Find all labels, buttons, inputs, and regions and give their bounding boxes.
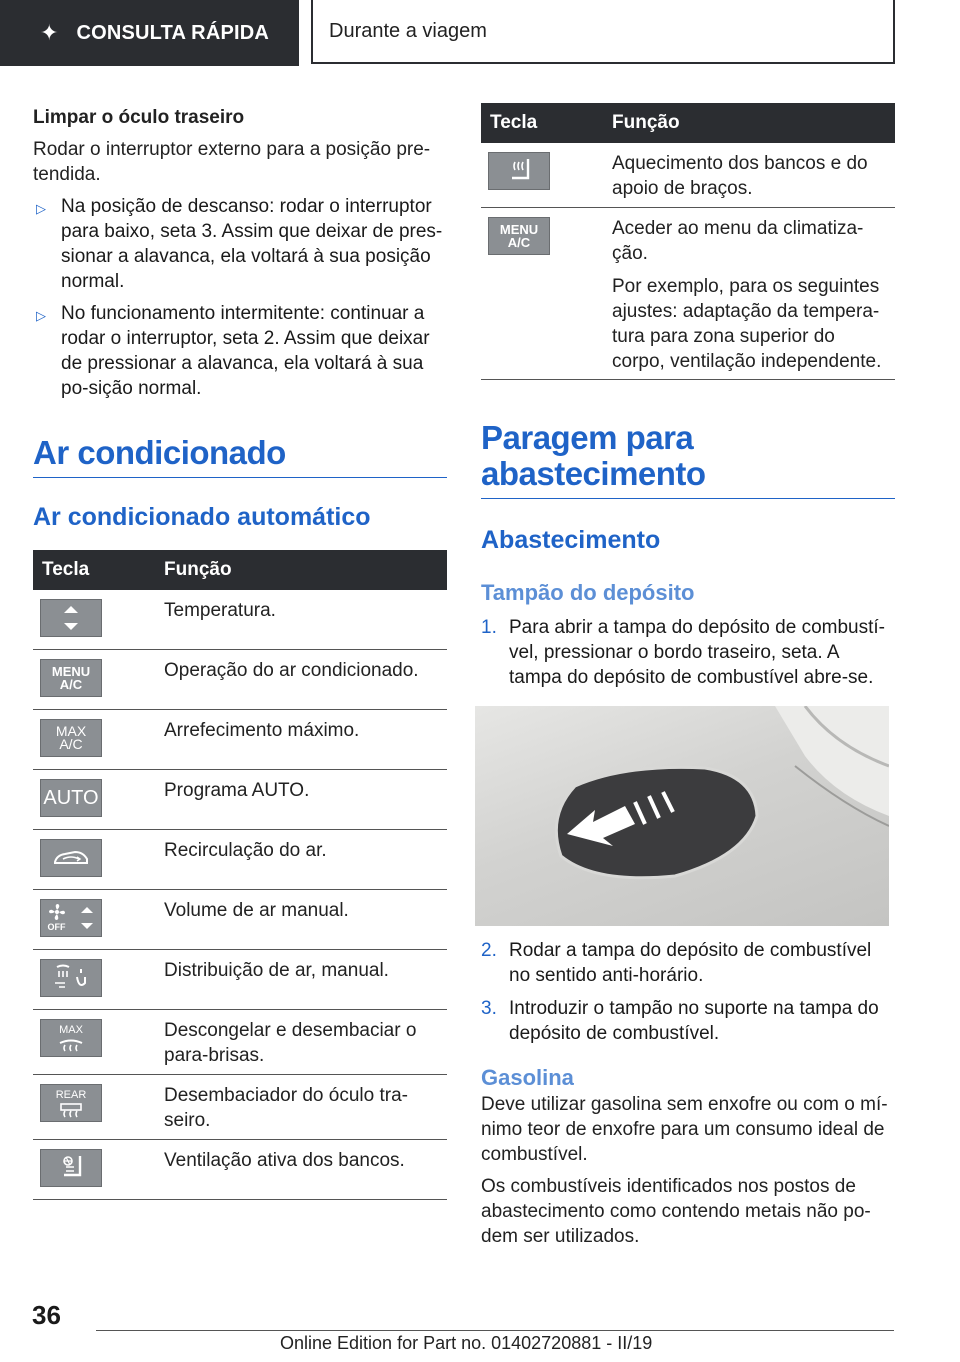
auto-icon: AUTO [40, 779, 102, 817]
table-header: Tecla Função [481, 103, 895, 143]
page-number: 36 [32, 1300, 61, 1330]
fuel-cap-heading: Tampão do depósito [481, 580, 695, 605]
table-row: AUTO Programa AUTO. [33, 770, 447, 830]
section-heading-refuelling: Paragem para abastecimento [481, 420, 895, 499]
table-row: Ventilação ativa dos bancos. [33, 1140, 447, 1200]
gasoline-paragraph: Deve utilizar gasolina sem enxofre ou com o mí-nimo teor de enxofre para um consumo ideal de combustível. [481, 1094, 888, 1165]
section-tab-label: Durante a viagem [329, 19, 487, 42]
seat-heating-icon [488, 152, 550, 190]
seat-keys-table [481, 103, 895, 380]
star-icon: ✦ [40, 20, 59, 45]
max-defrost-icon: MAX [40, 1019, 102, 1057]
subsection-heading-automatic-ac: Ar condicionado automático [33, 503, 371, 531]
footer-edition: Online Edition for Part no. 01402720881 - II/19 [280, 1333, 653, 1353]
triangle-bullet-icon: ▷ [36, 201, 46, 216]
table-row: Distribuição de ar, manual. [33, 950, 447, 1010]
menu-ac-icon: MENU A/C [40, 659, 102, 697]
table-header: Tecla Função [33, 550, 447, 590]
triangle-bullet-icon: ▷ [36, 308, 46, 323]
right-column [481, 103, 895, 1249]
subsection-heading-refuelling: Abastecimento [481, 526, 661, 554]
list-item: ▷ No funcionamento intermitente: continuar a rodar o interruptor, seta 2. Assim que deixar de pressionar a alavanca, ela voltará à sua po-sição normal. [33, 301, 447, 401]
table-row: MAX Descongelar e desembaciar o para-brisas. [33, 1010, 447, 1075]
fan-off-icon: OFF [40, 899, 102, 937]
table-row: MENU A/C Operação do ar condicionado. [33, 650, 447, 710]
rear-window-title: Limpar o óculo traseiro [33, 107, 245, 128]
air-distribution-icon [40, 959, 102, 997]
section-heading-air-conditioning: Ar condicionado [33, 435, 447, 478]
left-column [33, 105, 447, 1200]
menu-ac-icon: MENU A/C [488, 217, 550, 255]
table-row: MENU A/C Aceder ao menu da climatiza-ção. Por exemplo, para os seguintes ajustes: adaptação da tempera-tura para zona superior do corpo, ventilação independente. [481, 208, 895, 380]
quick-reference-label: CONSULTA RÁPIDA [76, 21, 270, 44]
rear-window-text: Rodar o interruptor externo para a posição pre-tendida. [33, 139, 431, 185]
footer-divider [96, 1330, 894, 1331]
gasoline-paragraph: Os combustíveis identificados nos postos de abastecimento como contendo metais não po-dem ser utilizados. [481, 1176, 871, 1247]
fuel-flap-photo [475, 706, 889, 926]
rear-defrost-icon: REAR [40, 1084, 102, 1122]
list-item: 1. Para abrir a tampa do depósito de combustí-vel, pressionar o bordo traseiro, seta. A tampa do depósito de combustível abre-se. [481, 617, 885, 688]
recirculation-icon [40, 839, 102, 877]
ac-keys-table [33, 550, 447, 1200]
table-row: OFF Volume de ar manual. [33, 890, 447, 950]
list-item: 2. Rodar a tampa do depósito de combustível no sentido anti-horário. [481, 940, 872, 986]
max-ac-icon: MAX A/C [40, 719, 102, 757]
table-row: Temperatura. [33, 590, 447, 650]
gasoline-heading: Gasolina [481, 1065, 574, 1090]
quick-reference-tab[interactable] [0, 0, 299, 66]
table-row: Aquecimento dos bancos e do apoio de braços. [481, 143, 895, 208]
table-row: Recirculação do ar. [33, 830, 447, 890]
temperature-arrows-icon [40, 599, 102, 637]
list-item: ▷ Na posição de descanso: rodar o interruptor para baixo, seta 3. Assim que deixar de pres-sionar a alavanca, ela voltará à sua posição normal. [33, 194, 447, 294]
section-tab[interactable] [311, 0, 895, 64]
seat-ventilation-icon [40, 1149, 102, 1187]
table-row: REAR Desembaciador do óculo tra-seiro. [33, 1075, 447, 1140]
table-row: MAX A/C Arrefecimento máximo. [33, 710, 447, 770]
list-item: 3. Introduzir o tampão no suporte na tampa do depósito de combustível. [481, 998, 879, 1044]
